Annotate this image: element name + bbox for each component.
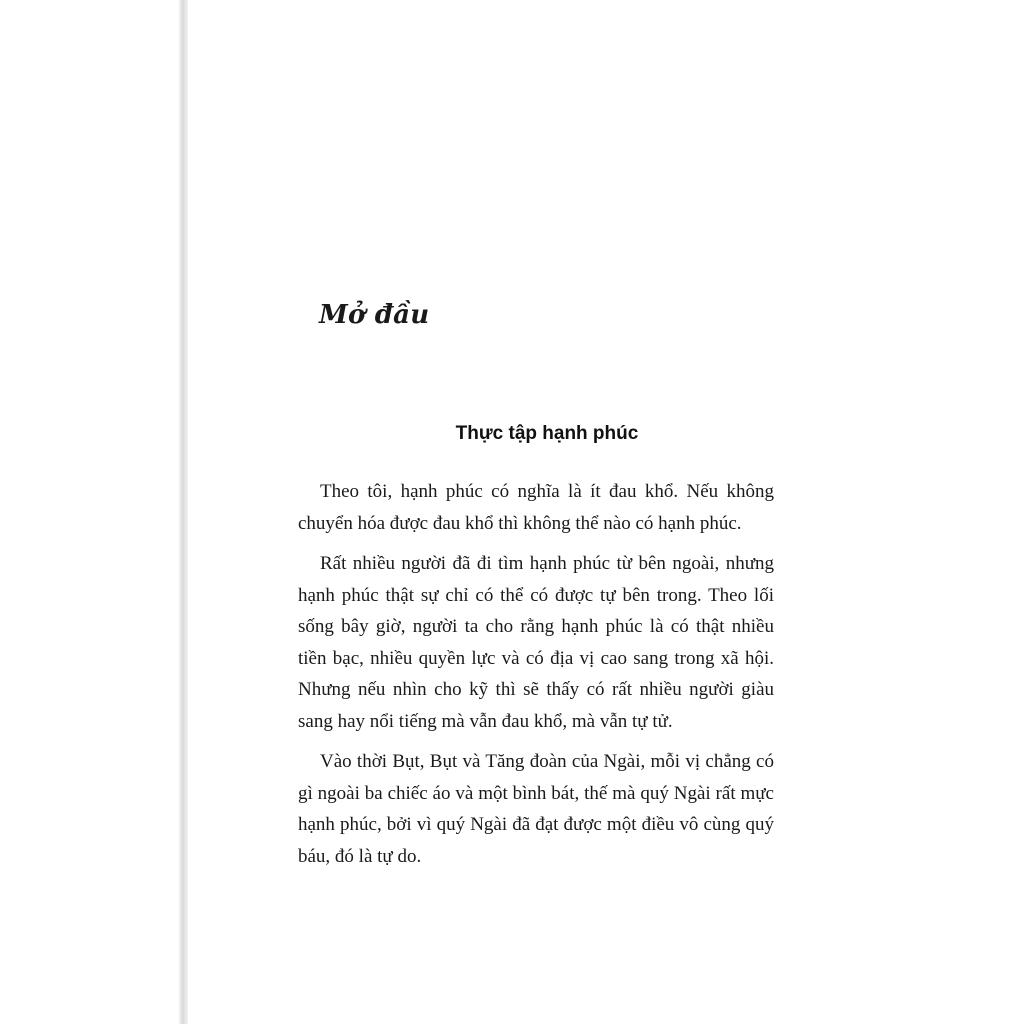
- paragraph: Vào thời Bụt, Bụt và Tăng đoàn của Ngài, mỗi vị chẳng có gì ngoài ba chiếc áo và một bình bát, thế mà quý Ngài rất mực hạnh phúc, bởi vì quý Ngài đã đạt được một điều vô cùng quý báu, đó là tự do.: [298, 751, 774, 867]
- chapter-label: Mở đầu: [319, 300, 430, 330]
- section-title: Thực tập hạnh phúc: [455, 423, 639, 444]
- page-edge-shadow: [178, 0, 188, 1024]
- paragraph: Rất nhiều người đã đi tìm hạnh phúc từ bên ngoài, nhưng hạnh phúc thật sự chỉ có thể có được tự bên trong. Theo lối sống bây giờ, người ta cho rằng hạnh phúc là có thật nhiều tiền bạc, nhiều quyền lực và có địa vị cao sang trong xã hội. Nhưng nếu nhìn cho kỹ thì sẽ thấy có rất nhiều người giàu sang hay nổi tiếng mà vẫn đau khổ, mà vẫn tự tử.: [298, 553, 774, 732]
- body-text: [298, 476, 774, 881]
- paragraph: Theo tôi, hạnh phúc có nghĩa là ít đau khổ. Nếu không chuyển hóa được đau khổ thì không thể nào có hạnh phúc.: [298, 481, 774, 534]
